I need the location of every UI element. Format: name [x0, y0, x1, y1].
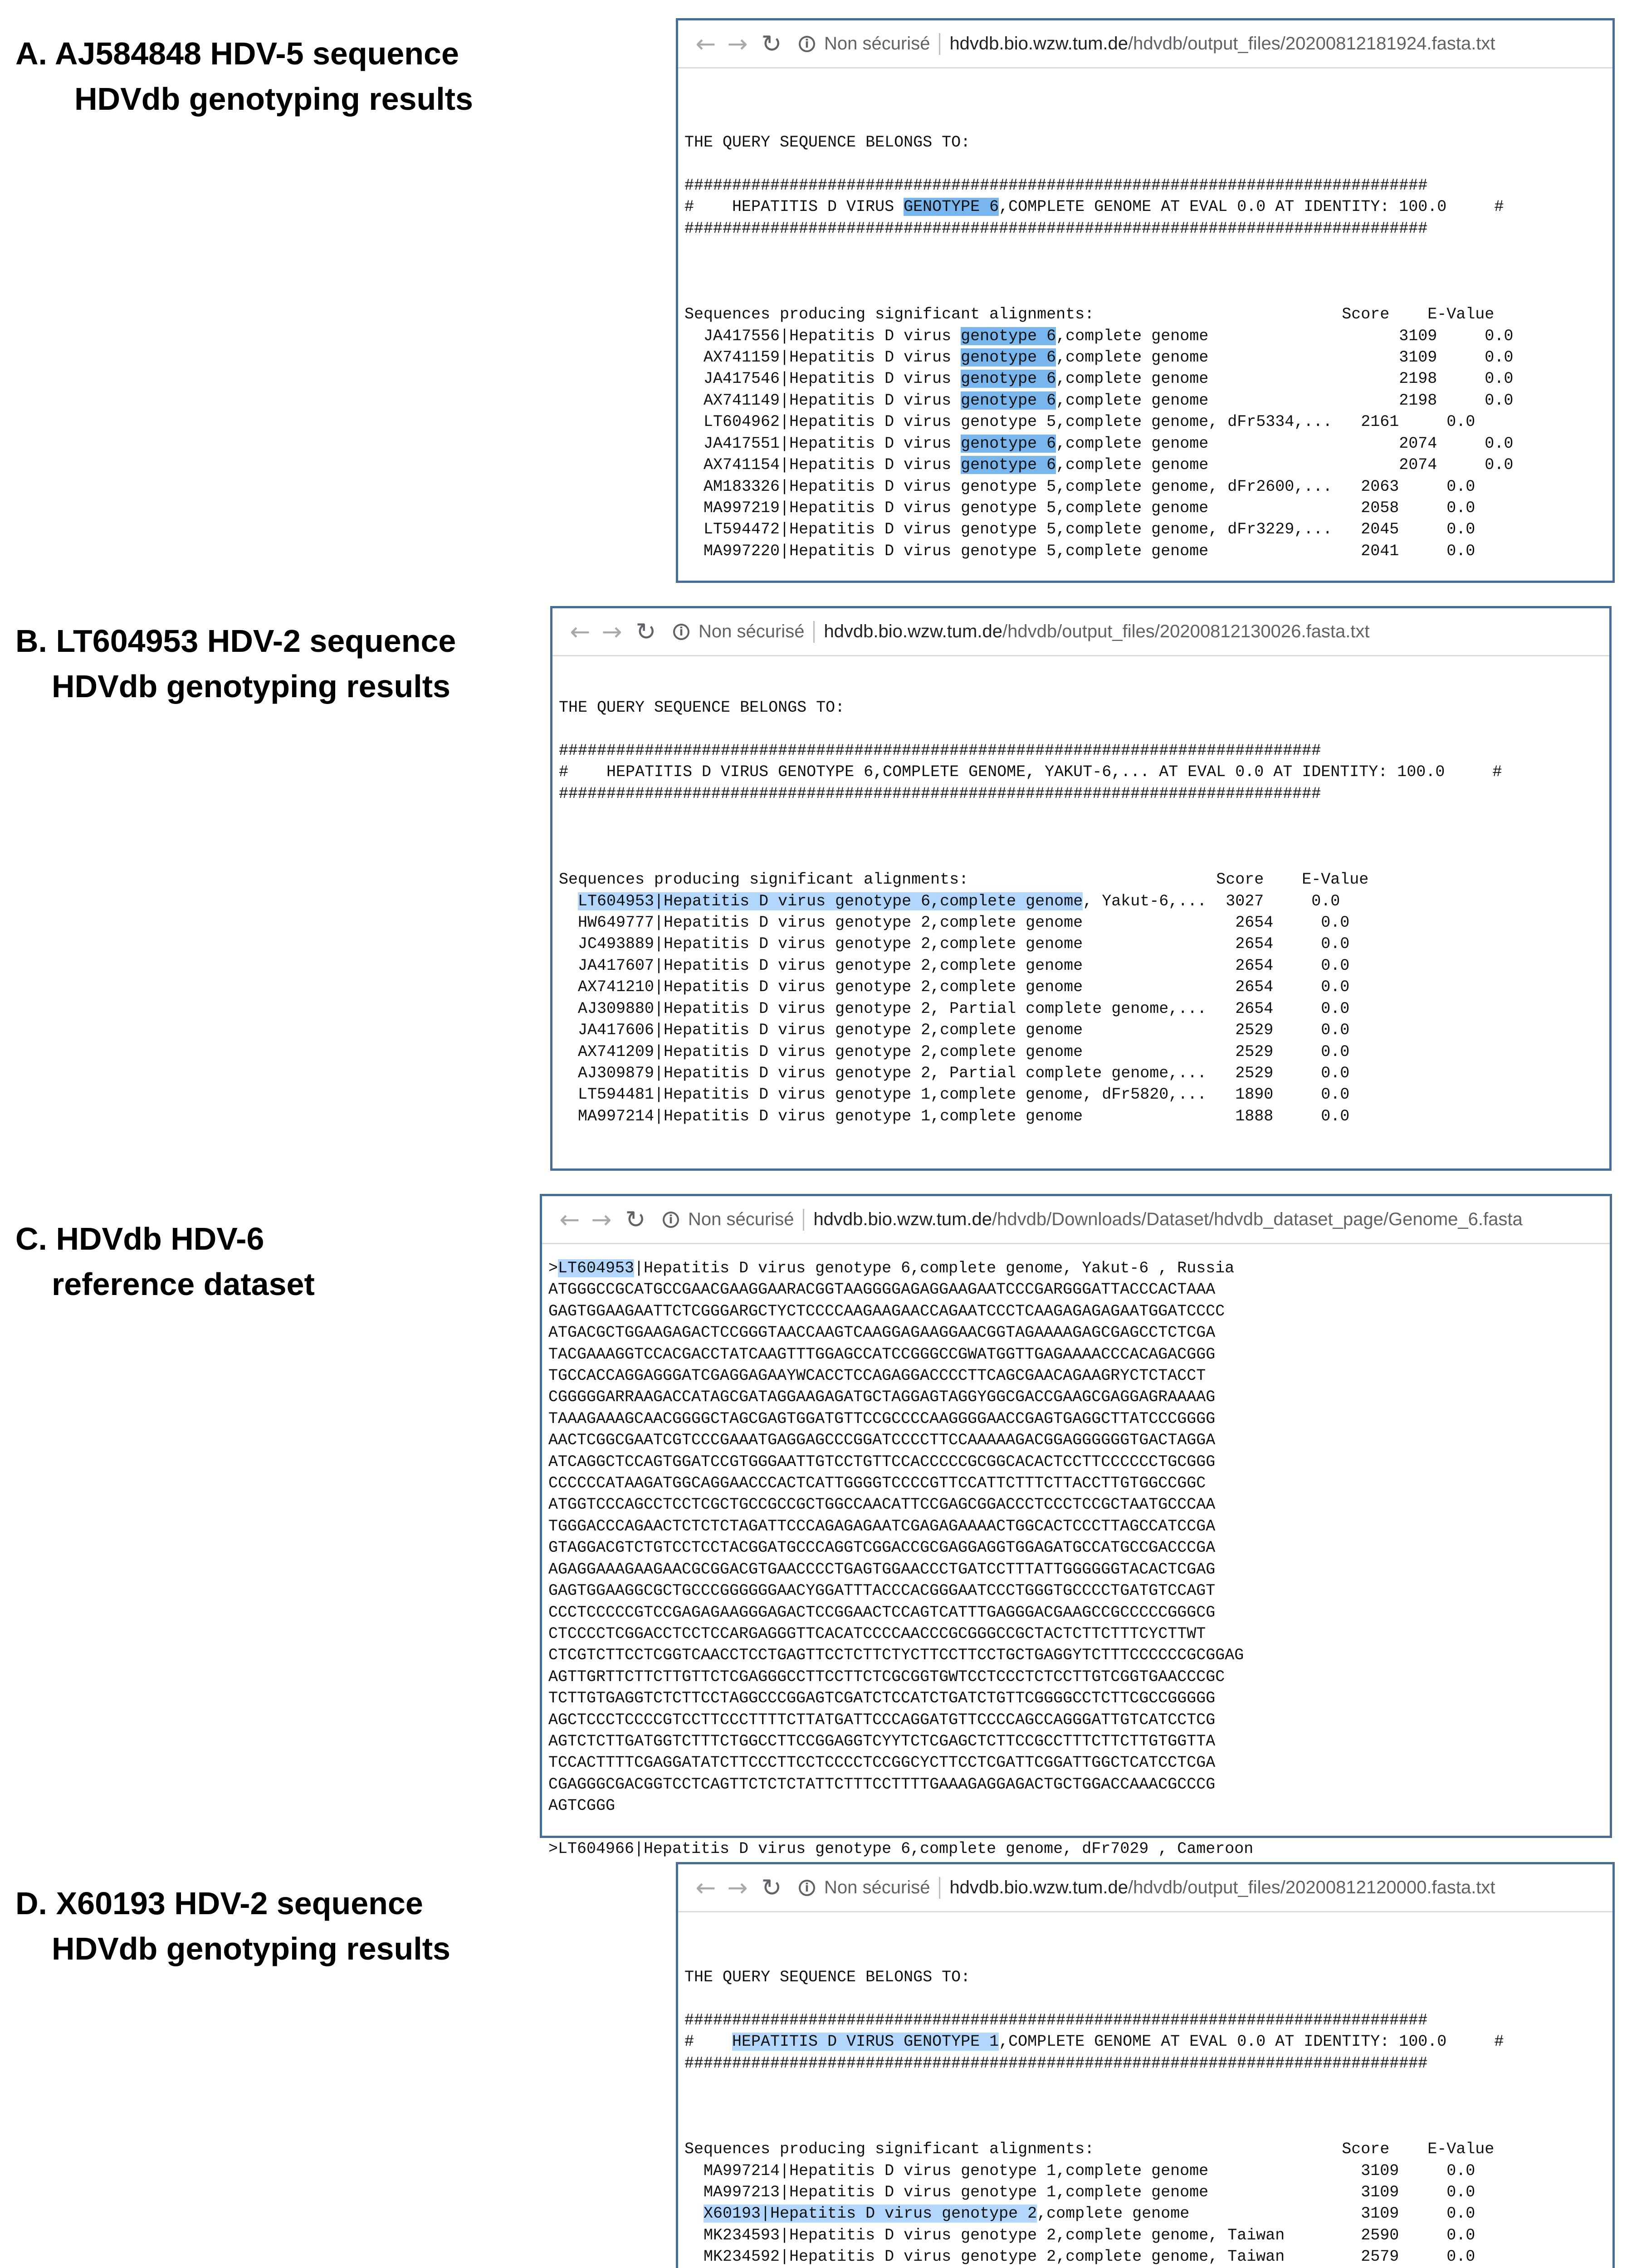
row-text: [559, 892, 578, 910]
row-highlight: genotype 6: [961, 348, 1056, 367]
sequence-line: CTCCCCTCGGACCTCCTCCARGAGGGTTCACATCCCCAACCCGCGGGCCGCTACTCTTCTTTCYCTTWT: [548, 1624, 1206, 1643]
sequence-line: CTCGTCTTCCTCGGTCAACCTCCTGAGTTCCTCTTCTYCTTCCTTCCTGCTGAGGYTCTTTCCCCCCGCGGAG: [548, 1646, 1244, 1665]
alignment-row: [684, 2246, 1612, 2268]
fasta-next-header: >LT604966|Hepatitis D virus genotype 6,complete genome, dFr7029 , Cameroon: [548, 1839, 1254, 1858]
url-path: /hdvdb/output_files/20200812120000.fasta.txt: [1128, 1877, 1495, 1897]
row-text: MA997214|Hepatitis D virus genotype 1,complete genome 3109 0.0: [684, 2161, 1476, 2180]
panel-a-subtitle: HDVdb genotyping results: [74, 81, 473, 117]
row-text-after: ,complete genome 3109 0.0: [1056, 327, 1514, 345]
spacer: [684, 2074, 1612, 2096]
row-text-after: ,complete genome 2198 0.0: [1056, 391, 1514, 410]
row-text: AX741209|Hepatitis D virus genotype 2,complete genome 2529 0.0: [559, 1042, 1350, 1061]
alignment-row: [684, 455, 1612, 476]
url-separator: [939, 33, 940, 55]
panel-a-address-bar: [678, 20, 1612, 68]
alignment-row: [559, 1041, 1609, 1063]
fasta-sequence: [548, 1279, 1610, 1817]
reload-icon[interactable]: ↻: [761, 1873, 782, 1902]
sequence-line: CGGGGGARRAAGACCATAGCGATAGGAAGAGATGCTAGGAGTAGGYGGCGACCGAAGCGAGGAGRAAAAG: [548, 1388, 1216, 1407]
panel-d-title: D. X60193 HDV-2 sequence: [15, 1886, 423, 1921]
result-post: ,COMPLETE GENOME AT EVAL 0.0 AT IDENTITY: 100.0 #: [999, 2033, 1504, 2051]
table-header: Sequences producing significant alignments: Score E-Value: [559, 870, 1369, 889]
row-text: JA417607|Hepatitis D virus genotype 2,complete genome 2654 0.0: [559, 956, 1350, 975]
url-path: /hdvdb/output_files/20200812130026.fasta.txt: [1002, 621, 1370, 641]
row-text: JC493889|Hepatitis D virus genotype 2,complete genome 2654 0.0: [559, 935, 1350, 953]
alignment-row: [684, 476, 1612, 498]
hash-line: ################################################################################: [559, 784, 1321, 803]
row-highlight: genotype 6: [961, 327, 1056, 345]
info-icon[interactable]: i: [799, 36, 815, 52]
back-icon[interactable]: ←: [559, 1205, 580, 1234]
alignment-row: [559, 912, 1609, 934]
result-highlight: HEPATITIS D VIRUS GENOTYPE 1: [732, 2033, 999, 2051]
row-text: HW649777|Hepatitis D virus genotype 2,complete genome 2654 0.0: [559, 914, 1350, 932]
reload-icon[interactable]: ↻: [625, 1205, 646, 1234]
table-header: Sequences producing significant alignments: Score E-Value: [684, 2140, 1495, 2159]
panel-c-title: C. HDVdb HDV-6: [15, 1221, 264, 1256]
sequence-line: TCCACTTTTCGAGGATATCTTCCCTTCCTCCCCTCCGGCYCTTCCTCGATTCGGATTGGCTCATCCTCGA: [548, 1754, 1216, 1772]
spacer: [684, 1988, 1612, 2009]
spacer: [684, 2117, 1612, 2139]
spacer: [684, 153, 1612, 175]
sequence-line: ATGGGCCGCATGCCGAACGAAGGAARACGGTAAGGGGAGAGGAAGAATCCCGARGGGATTACCCACTAAA: [548, 1281, 1216, 1299]
alignment-row: [559, 977, 1609, 998]
row-highlight: genotype 6: [961, 456, 1056, 474]
result-post: ,COMPLETE GENOME AT EVAL 0.0 AT IDENTITY: 100.0 #: [999, 198, 1504, 216]
sequence-line: AGAGGAAAGAAGAACGCGGACGTGAACCCCTGAGTGGAACCCTGATCCTTTATTGGGGGGTACACTCGAG: [548, 1560, 1216, 1579]
panel-a-title: A. AJ584848 HDV-5 sequence: [15, 36, 459, 71]
url-path: /hdvdb/Downloads/Dataset/hdvdb_dataset_page/Genome_6.fasta: [992, 1209, 1523, 1229]
url-host: hdvdb.bio.wzw.tum.de: [824, 621, 1002, 641]
result-pre: #: [684, 2033, 733, 2051]
alignment-row: [684, 2203, 1612, 2224]
row-text-after: ,complete genome 3109 0.0: [1056, 348, 1514, 367]
alignment-row: [684, 2182, 1612, 2203]
row-highlight: X60193|Hepatitis D virus genotype 2: [704, 2204, 1037, 2223]
url-separator: [939, 1877, 940, 1899]
panel-c-subtitle: reference dataset: [52, 1266, 315, 1302]
not-secure-label: Non sécurisé: [699, 621, 805, 641]
panel-b-subtitle: HDVdb genotyping results: [52, 669, 450, 704]
sequence-line: GAGTGGAAGAATTCTCGGGARGCTYCTCCCCAAGAAGAACCAGAATCCCTCAAGAGAGAGAATGGATCCCC: [548, 1302, 1225, 1320]
row-text: MK234593|Hepatitis D virus genotype 2,complete genome, Taiwan 2590 0.0: [684, 2226, 1476, 2244]
panel-d-url-field[interactable]: [799, 1877, 1495, 1899]
sequence-line: TAAAGAAAGCAACGGGGCTAGCGAGTGGATGTTCCGCCCCAAGGGGAACCGAGTGAGGCTTATCCCGGGG: [548, 1409, 1216, 1428]
spacer: [559, 826, 1609, 847]
row-highlight: LT604953|Hepatitis D virus genotype 6,complete genome: [578, 892, 1083, 910]
result-pre: # HEPATITIS D VIRUS: [684, 198, 904, 216]
panel-c-address-bar: [542, 1196, 1610, 1244]
sequence-line: ATGACGCTGGAAGAGACTCCGGGTAACCAAGTCAAGGAGAAGGAACGGTAGAAAAGAGCGAGCCTCTCGA: [548, 1324, 1216, 1342]
sequence-line: CCCCCCATAAGATGGCAGGAACCCACTCATTGGGGTCCCCGTTCCATTCTTTCTTACCTTGTGGCCGGC: [548, 1474, 1206, 1493]
panel-c-url-field[interactable]: [663, 1209, 1523, 1231]
panel-c-browser-window: [540, 1194, 1612, 1858]
sequence-line: ATCAGGCTCCAGTGGATCCGTGGGAATTGTCCTGTTCCACCCCCGCGGCACACTCCTTCCCCCCTGCGGG: [548, 1452, 1216, 1471]
row-text-after: ,complete genome 3109 0.0: [1037, 2204, 1476, 2223]
alignment-row: [684, 2160, 1612, 2182]
sequence-line: TCTTGTGAGGTCTCTTCCTAGGCCCGGAGTCGATCTCCATCTGATCTGTTCGGGGCCTCTTCGCCGGGGG: [548, 1689, 1216, 1708]
panel-c-label: [15, 1216, 315, 1307]
url-separator: [803, 1209, 804, 1231]
row-text-after: ,complete genome 2074 0.0: [1056, 434, 1514, 453]
sequence-line: AGCTCCCTCCCCGTCCTTCCCTTTTCTTATGATTCCCAGGATGTTCCCCAGCCAGGGATTGTCATCCTCG: [548, 1711, 1216, 1729]
forward-icon[interactable]: →: [727, 1873, 748, 1902]
url-host: hdvdb.bio.wzw.tum.de: [949, 34, 1128, 54]
result-line: [684, 196, 1612, 218]
row-text: AJ309880|Hepatitis D virus genotype 2, Partial complete genome,... 2654 0.0: [559, 999, 1350, 1018]
row-highlight: genotype 6: [961, 370, 1056, 388]
alignment-rows: [684, 326, 1612, 562]
spacer: [559, 719, 1609, 740]
forward-icon[interactable]: →: [601, 617, 622, 646]
panel-b-url-field[interactable]: [673, 621, 1370, 643]
alignment-row: [684, 498, 1612, 519]
alignment-row: [684, 326, 1612, 347]
spacer: [684, 283, 1612, 304]
fasta-header: [548, 1258, 1610, 1279]
row-text: JA417551|Hepatitis D virus: [684, 434, 961, 453]
sequence-line: AGTTGRTTCTTCTTGTTCTCGAGGGCCTTCCTTCTCGCGGTGWTCCTCCCTCTCCTTGTCGGTGAACCCGC: [548, 1667, 1225, 1686]
back-icon[interactable]: ←: [570, 617, 591, 646]
sequence-line: TACGAAAGGTCCACGACCTATCAAGTTTGGAGCCATCCGGGCCGWATGGTTGAGAAAACCCACAGACGGG: [548, 1345, 1216, 1364]
sequence-line: GTAGGACGTCTGTCCTCCTACGGATGCCCAGGTCGGACCGCGAGGAGGTGGAGATGCCATGCCGACCCGA: [548, 1539, 1216, 1557]
panel-d-label: [15, 1881, 450, 1971]
alignment-row: [559, 934, 1609, 955]
panel-d-address-bar: [678, 1864, 1612, 1912]
row-text: JA417556|Hepatitis D virus: [684, 327, 961, 345]
fasta-accession-highlight: LT604953: [558, 1259, 635, 1277]
alignment-row: [684, 411, 1612, 433]
panel-a-page-content: [678, 68, 1612, 562]
result-pre: # HEPATITIS D VIRUS GENOTYPE 6,COMPLETE GENOME, YAKUT-6,... AT EVAL 0.0 AT IDENTITY: 100.0 #: [559, 763, 1502, 782]
spacer: [684, 261, 1612, 282]
row-text: LT594481|Hepatitis D virus genotype 1,complete genome, dFr5820,... 1890 0.0: [559, 1085, 1350, 1104]
hash-line: ##############################################################################: [684, 2011, 1428, 2029]
sequence-line: AGTCTCTTGATGGTCTTTCTGGCCTTCCGGAGGTCYYTCTCGAGCTCTTCCGCCTTTCTTCTTGTGGTTA: [548, 1732, 1216, 1750]
url-path: /hdvdb/output_files/20200812181924.fasta.txt: [1128, 34, 1495, 54]
alignment-row: [559, 1020, 1609, 1041]
row-text: LT594472|Hepatitis D virus genotype 5,complete genome, dFr3229,... 2045 0.0: [684, 520, 1476, 539]
row-text: MK234592|Hepatitis D virus genotype 2,complete genome, Taiwan 2579 0.0: [684, 2248, 1476, 2266]
row-text: AX741149|Hepatitis D virus: [684, 391, 961, 410]
row-text: MA997214|Hepatitis D virus genotype 1,complete genome 1888 0.0: [559, 1107, 1350, 1125]
alignment-row: [684, 347, 1612, 368]
sequence-line: ATGGTCCCAGCCTCCTCGCTGCCGCCGCTGGCCAACATTCCGAGCGGACCCTCCCTCCGCTAATGCCCAA: [548, 1496, 1216, 1514]
alignment-row: [684, 368, 1612, 390]
sequence-line: CGAGGGCGACGGTCCTCAGTTCTCTCTATTCTTTCCTTTTGAAAGAGGAGACTGCTGGACCAAACGCCCG: [548, 1775, 1216, 1794]
row-text: AM183326|Hepatitis D virus genotype 5,complete genome, dFr2600,... 2063 0.0: [684, 477, 1476, 496]
alignment-rows: [559, 891, 1609, 1127]
table-header: Sequences producing significant alignments: Score E-Value: [684, 305, 1495, 324]
belongs-line: THE QUERY SEQUENCE BELONGS TO:: [559, 699, 845, 717]
sequence-line: TGCCACCAGGAGGGATCGAGGAGAAYWCACCTCCAGAGGACCCCTTCAGCGAACAGAAGRYCTCTACCT: [548, 1367, 1206, 1385]
row-text: [684, 2204, 704, 2223]
sequence-line: AGTCGGG: [548, 1797, 616, 1815]
alignment-row: [559, 891, 1609, 912]
hash-line: ##############################################################################: [684, 2054, 1428, 2072]
result-line: [684, 2031, 1612, 2053]
belongs-line: THE QUERY SEQUENCE BELONGS TO:: [684, 1968, 971, 1986]
hash-line: ##############################################################################: [684, 219, 1428, 238]
alignment-row: [684, 390, 1612, 411]
spacer: [548, 1817, 1610, 1838]
reload-icon[interactable]: ↻: [761, 29, 782, 58]
url-separator: [813, 621, 815, 643]
alignment-row: [559, 1106, 1609, 1127]
alignment-row: [559, 998, 1609, 1020]
row-text: AJ309879|Hepatitis D virus genotype 2, Partial complete genome,... 2529 0.0: [559, 1064, 1350, 1082]
row-text: JA417546|Hepatitis D virus: [684, 370, 961, 388]
fasta-header-description: |Hepatitis D virus genotype 6,complete genome, Yakut-6 , Russia: [634, 1259, 1235, 1277]
row-text: AX741159|Hepatitis D virus: [684, 348, 961, 367]
row-text: MA997219|Hepatitis D virus genotype 5,complete genome 2058 0.0: [684, 499, 1476, 517]
spacer: [684, 2096, 1612, 2117]
not-secure-label: Non sécurisé: [688, 1209, 794, 1229]
alignment-row: [684, 2225, 1612, 2246]
hash-line: ##############################################################################: [684, 176, 1428, 195]
row-highlight: genotype 6: [961, 434, 1056, 453]
panel-b-page-content: [552, 656, 1609, 1127]
alignment-row: [559, 955, 1609, 977]
sequence-line: GAGTGGAAGGCGCTGCCCGGGGGGAACYGGATTTACCCACGGGAATCCCTGGGTGCCCCTGATGTCCAGT: [548, 1582, 1216, 1600]
sequence-line: AACTCGGCGAATCGTCCCGAAATGAGGAGCCCGGATCCCCTTCCAAAAAGACGGAGGGGGGTGACTAGGA: [548, 1431, 1216, 1450]
hash-line: ################################################################################: [559, 741, 1321, 760]
panel-c-page-content: [542, 1244, 1610, 1860]
forward-icon[interactable]: →: [591, 1205, 612, 1234]
panel-a-label: [15, 31, 473, 122]
back-icon[interactable]: ←: [695, 29, 716, 58]
alignment-row: [684, 433, 1612, 455]
forward-icon[interactable]: →: [727, 29, 748, 58]
row-text: LT604962|Hepatitis D virus genotype 5,complete genome, dFr5334,... 2161 0.0: [684, 413, 1476, 431]
back-icon[interactable]: ←: [695, 1873, 716, 1902]
row-text: AX741154|Hepatitis D virus: [684, 456, 961, 474]
result-line: [559, 762, 1609, 783]
alignment-row: [684, 541, 1612, 562]
panel-b-address-bar: [552, 608, 1609, 656]
spacer: [559, 848, 1609, 869]
url-host: hdvdb.bio.wzw.tum.de: [813, 1209, 992, 1229]
row-text: JA417606|Hepatitis D virus genotype 2,complete genome 2529 0.0: [559, 1021, 1350, 1040]
row-text: MA997213|Hepatitis D virus genotype 1,complete genome 3109 0.0: [684, 2183, 1476, 2202]
row-text-after: ,complete genome 2074 0.0: [1056, 456, 1514, 474]
not-secure-label: Non sécurisé: [824, 34, 930, 54]
alignment-row: [684, 519, 1612, 540]
panel-a-url-field[interactable]: [799, 33, 1495, 55]
sequence-line: TGGGACCCAGAACTCTCTCTAGATTCCCAGAGAGAATCGAGAGAAAACTGGCACTCCCTTAGCCATCCGA: [548, 1517, 1216, 1535]
info-icon[interactable]: i: [673, 624, 689, 640]
belongs-line: THE QUERY SEQUENCE BELONGS TO:: [684, 133, 971, 152]
panel-b-browser-window: [550, 606, 1612, 1171]
row-text-after: ,complete genome 2198 0.0: [1056, 370, 1514, 388]
sequence-line: CCCTCCCCCGTCCGAGAGAAGGGAGACTCCGGAACTCCAGTCATTTGAGGGACGAAGCCGCCCCCGGGCG: [548, 1603, 1216, 1622]
alignment-row: [559, 1084, 1609, 1105]
row-text: AX741210|Hepatitis D virus genotype 2,complete genome 2654 0.0: [559, 978, 1350, 997]
result-highlight: GENOTYPE 6: [904, 198, 999, 216]
row-text: MA997220|Hepatitis D virus genotype 5,complete genome 2041 0.0: [684, 542, 1476, 560]
alignment-row: [559, 1063, 1609, 1084]
reload-icon[interactable]: ↻: [635, 617, 656, 646]
panel-a-browser-window: [676, 18, 1615, 583]
panel-d-browser-window: [676, 1862, 1615, 2268]
fasta-header-marker: >: [548, 1259, 558, 1277]
row-text-after: , Yakut-6,... 3027 0.0: [1083, 892, 1340, 910]
panel-b-label: [15, 618, 456, 709]
url-host: hdvdb.bio.wzw.tum.de: [949, 1877, 1128, 1897]
row-highlight: genotype 6: [961, 391, 1056, 410]
spacer: [684, 240, 1612, 261]
info-icon[interactable]: i: [799, 1880, 815, 1896]
info-icon[interactable]: i: [663, 1212, 679, 1228]
panel-d-page-content: [678, 1912, 1612, 2268]
panel-d-subtitle: HDVdb genotyping results: [52, 1931, 450, 1966]
not-secure-label: Non sécurisé: [824, 1877, 930, 1897]
alignment-rows: [684, 2160, 1612, 2268]
panel-b-title: B. LT604953 HDV-2 sequence: [15, 623, 456, 659]
spacer: [559, 805, 1609, 826]
